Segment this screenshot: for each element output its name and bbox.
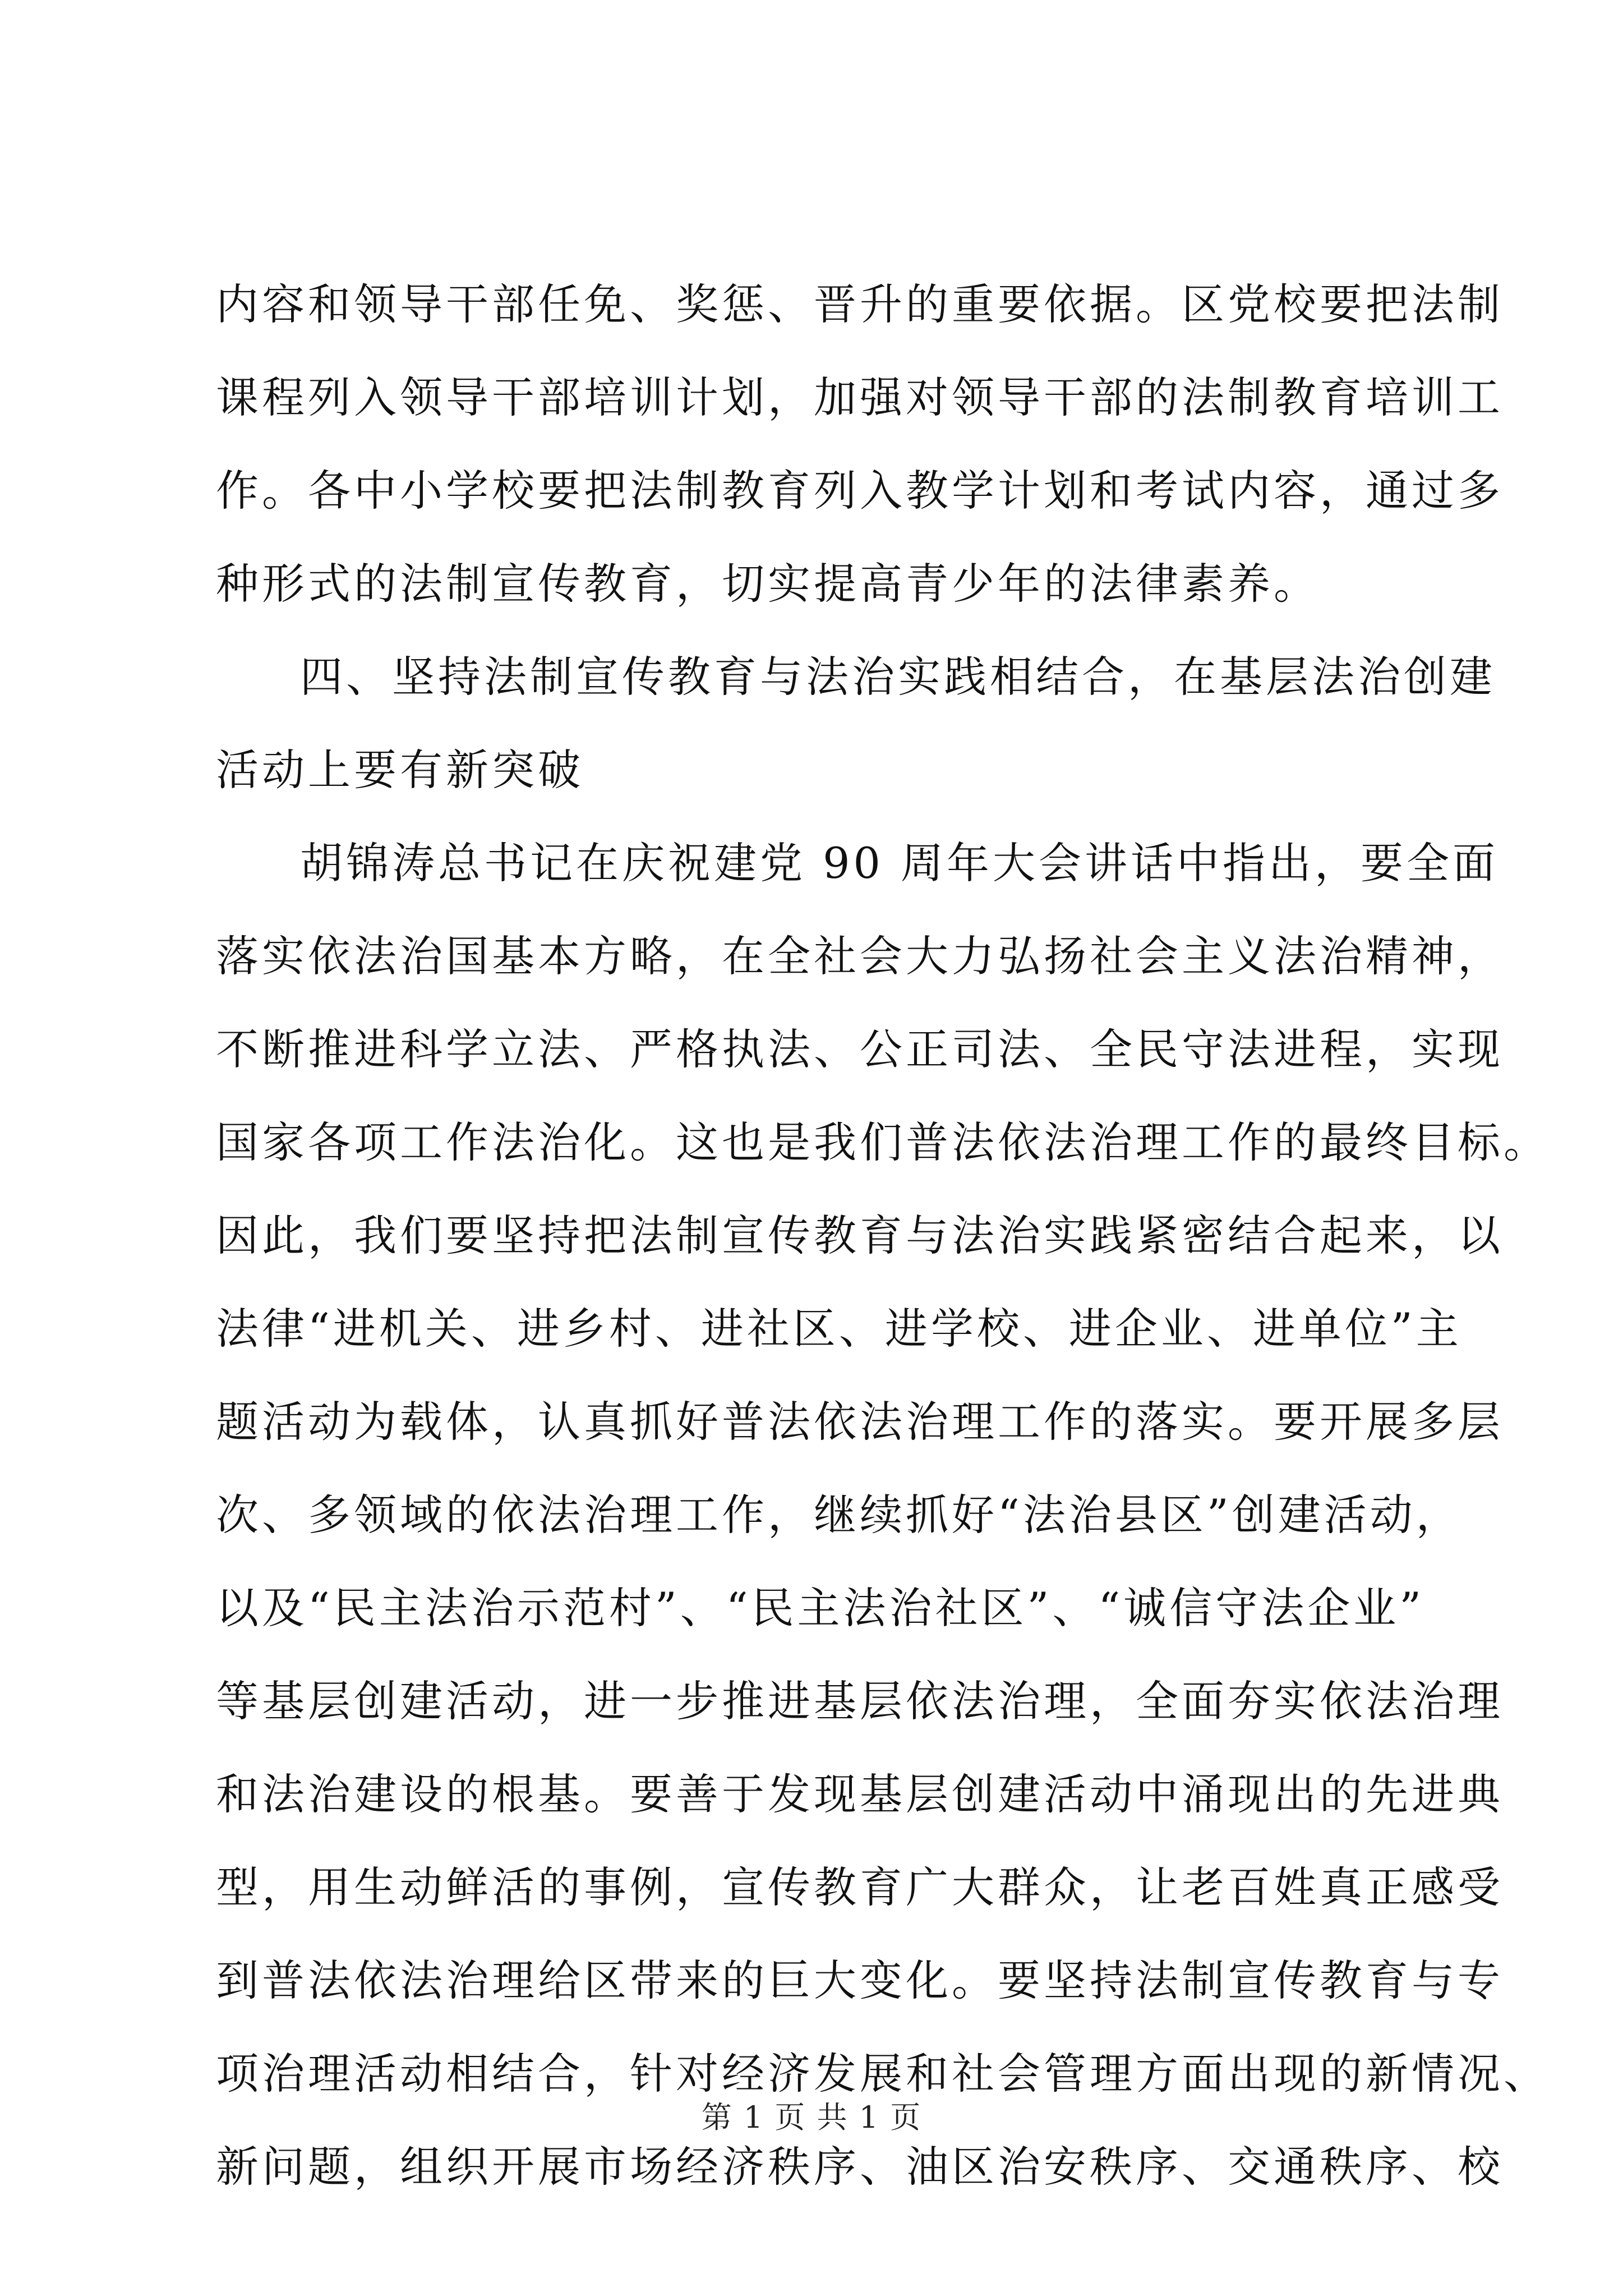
text-line: 种形式的法制宣传教育，切实提高青少年的法律素养。 <box>216 559 1320 609</box>
text-line: 到普法依法治理给区带来的巨大变化。要坚持法制宣传教育与专 <box>216 1955 1504 2005</box>
text-line: 内容和领导干部任免、奖惩、晋升的重要依据。区党校要把法制 <box>216 279 1504 329</box>
text-line: 题活动为载体，认真抓好普法依法治理工作的落实。要开展多层 <box>216 1397 1504 1447</box>
text-line: 不断推进科学立法、严格执法、公正司法、全民守法进程，实现 <box>216 1024 1504 1074</box>
text-line: 国家各项工作法治化。这也是我们普法依法治理工作的最终目标。 <box>216 1117 1550 1167</box>
body-text <box>216 258 1550 2214</box>
text-line: 作。各中小学校要把法制教育列入教学计划和考试内容，通过多 <box>216 466 1504 516</box>
text-line: 以及“民主法治示范村”、“民主法治社区”、“诚信守法企业” <box>216 1583 1425 1633</box>
text-line: 因此，我们要坚持把法制宣传教育与法治实践紧密结合起来，以 <box>216 1211 1504 1260</box>
text-line: 次、多领域的依法治理工作，继续抓好“法治县区”创建活动， <box>216 1490 1462 1540</box>
text-line: 课程列入领导干部培训计划，加强对领导干部的法制教育培训工 <box>216 372 1504 422</box>
section-heading-line: 四、坚持法制宣传教育与法治实践相结合，在基层法治创建 <box>300 652 1496 702</box>
page-footer <box>0 2095 1623 2140</box>
text-line: 项治理活动相结合，针对经济发展和社会管理方面出现的新情况、 <box>216 2049 1550 2099</box>
section-heading-line: 活动上要有新突破 <box>216 745 584 795</box>
text-line: 新问题，组织开展市场经济秩序、油区治安秩序、交通秩序、校 <box>216 2142 1504 2192</box>
text-line: 落实依法治国基本方略，在全社会大力弘扬社会主义法治精神， <box>216 931 1504 981</box>
text-line: 型，用生动鲜活的事例，宣传教育广大群众，让老百姓真正感受 <box>216 1862 1504 1912</box>
text-line: 胡锦涛总书记在庆祝建党 90 周年大会讲话中指出，要全面 <box>300 838 1499 888</box>
text-line: 法律“进机关、进乡村、进社区、进学校、进企业、进单位”主 <box>216 1304 1462 1354</box>
page-number-label: 第 1 页 共 1 页 <box>701 2100 922 2135</box>
text-line: 等基层创建活动，进一步推进基层依法治理，全面夯实依法治理 <box>216 1676 1504 1726</box>
text-line: 和法治建设的根基。要善于发现基层创建活动中涌现出的先进典 <box>216 1769 1504 1819</box>
